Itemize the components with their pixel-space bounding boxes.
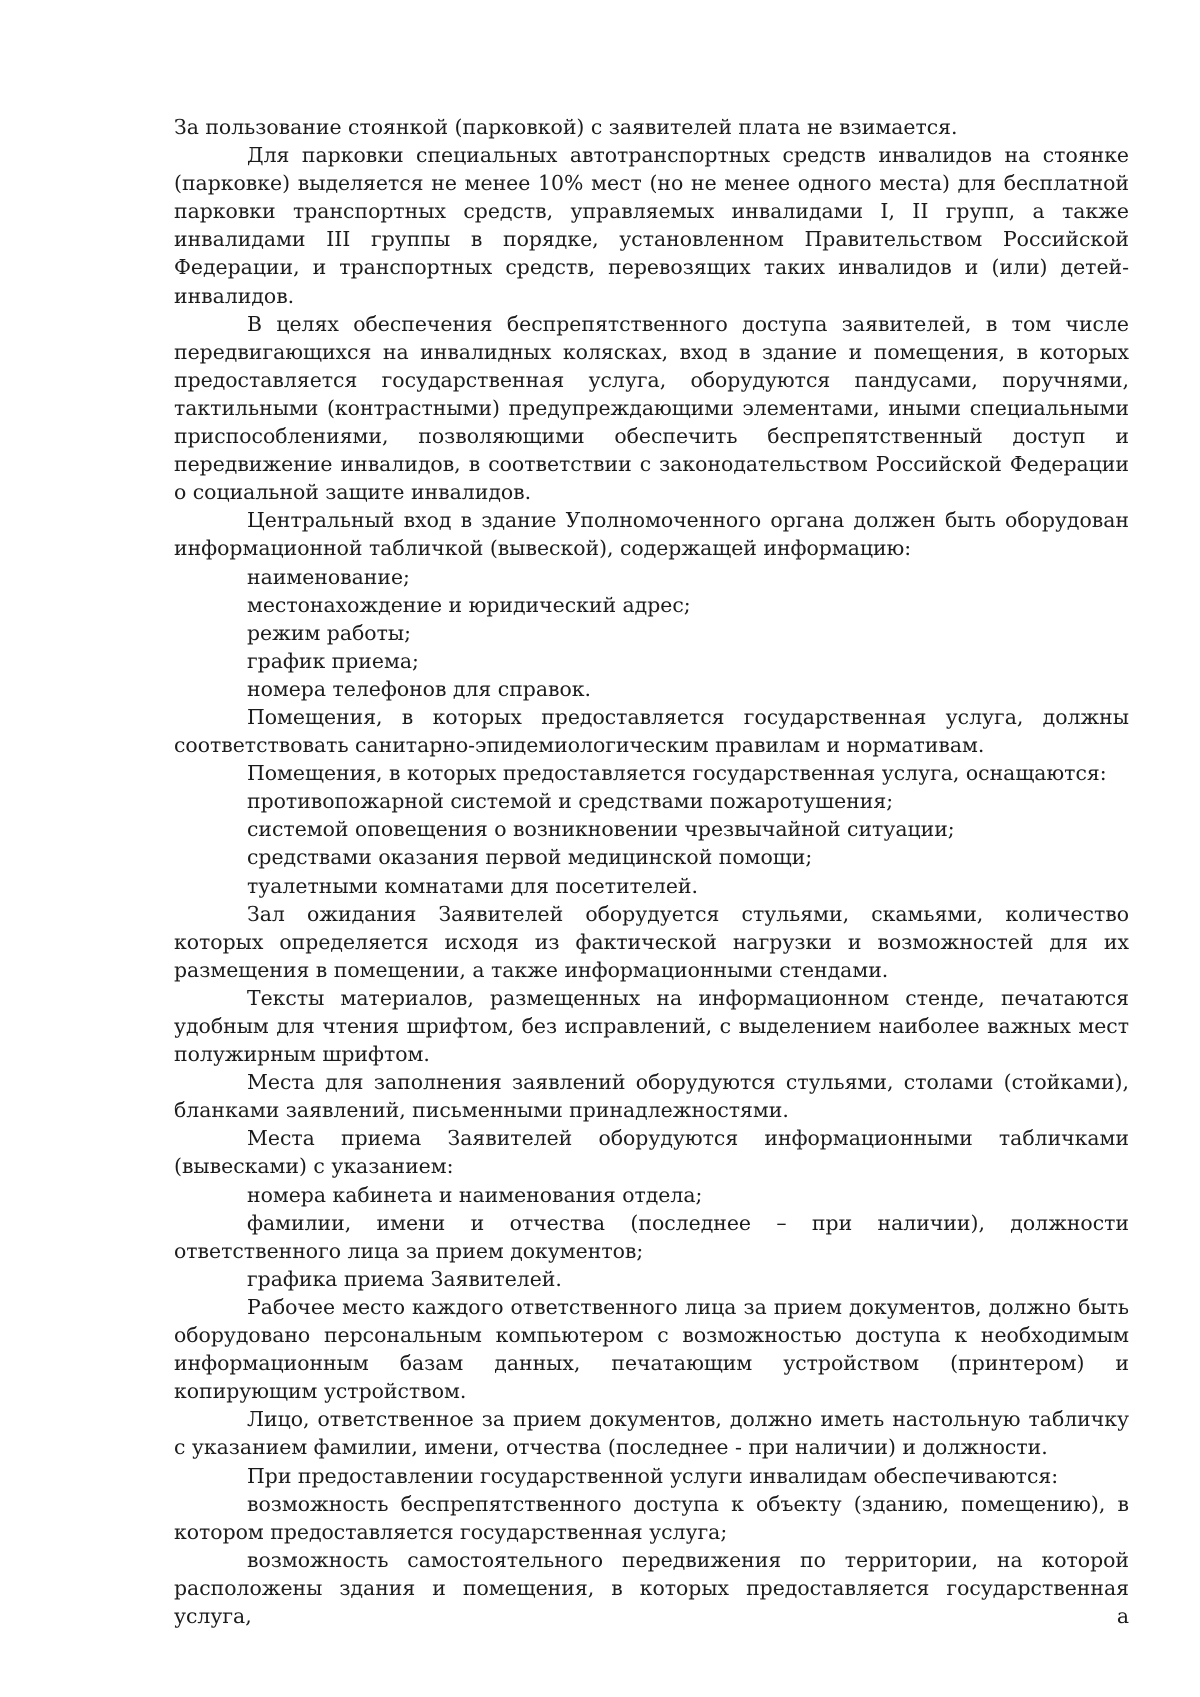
document-paragraph: туалетными комнатами для посетителей.: [247, 873, 699, 898]
document-paragraph: Помещения, в которых предоставляется государственная услуга, должны соответствовать санитарно-эпидемиологическим правилам и нормативам.: [174, 704, 1129, 758]
document-page: [174, 113, 1129, 1630]
document-paragraph: Зал ожидания Заявителей оборудуется стульями, скамьями, количество которых определяется исходя из фактической нагрузки и возможностей для их размещения в помещении, а также информационными стендами.: [174, 901, 1129, 982]
document-paragraph: средствами оказания первой медицинской помощи;: [247, 845, 813, 870]
document-paragraph: В целях обеспечения беспрепятственного доступа заявителей, в том числе передвигающихся на инвалидных колясках, вход в здание и помещения, в которых предоставляется государственная услуга, оборудуются пандусами, поручнями, тактильными (контрастными) предупреждающими элементами, иными специальными приспособлениями, позволяющими обеспечить беспрепятственный доступ и передвижение инвалидов, в соответствии с законодательством Российской Федерации о социальной защите инвалидов.: [174, 311, 1129, 505]
document-paragraph: фамилии, имени и отчества (последнее – при наличии), должности ответственного лица за прием документов;: [174, 1210, 1129, 1263]
document-paragraph: возможность беспрепятственного доступа к объекту (зданию, помещению), в котором предоставляется государственная услуга;: [174, 1491, 1129, 1544]
document-paragraph: Тексты материалов, размещенных на информационном стенде, печатаются удобным для чтения шрифтом, без исправлений, с выделением наиболее важных мест полужирным шрифтом.: [174, 985, 1129, 1067]
document-paragraph: Лицо, ответственное за прием документов, должно иметь настольную табличку с указанием фамилии, имени, отчества (последнее - при наличии) и должности.: [174, 1407, 1129, 1460]
document-paragraph: график приема;: [247, 648, 419, 673]
document-paragraph: При предоставлении государственной услуги инвалидам обеспечиваются:: [247, 1463, 1059, 1488]
document-paragraph: противопожарной системой и средствами пожаротушения;: [247, 789, 894, 814]
document-paragraph: Помещения, в которых предоставляется государственная услуга, оснащаются:: [247, 761, 1107, 786]
document-paragraph: Места для заполнения заявлений оборудуются стульями, столами (стойками), бланками заявлений, письменными принадлежностями.: [174, 1070, 1129, 1123]
document-paragraph: номера кабинета и наименования отдела;: [247, 1182, 703, 1207]
document-paragraph: Места приема Заявителей оборудуются информационными табличками (вывесками) с указанием:: [174, 1126, 1129, 1179]
document-paragraph: номера телефонов для справок.: [247, 676, 591, 701]
document-paragraph: возможность самостоятельного передвижения по территории, на которой расположены здания и помещения, в которых предоставляется государственная услуга, а: [174, 1547, 1129, 1628]
document-paragraph: системой оповещения о возникновении чрезвычайной ситуации;: [247, 817, 955, 842]
document-paragraph: За пользование стоянкой (парковкой) с заявителей плата не взимается.: [174, 115, 958, 139]
document-paragraph: наименование;: [247, 564, 410, 589]
document-paragraph: Центральный вход в здание Уполномоченного органа должен быть оборудован информационной табличкой (вывеской), содержащей информацию:: [174, 508, 1129, 561]
document-paragraph: режим работы;: [247, 620, 411, 645]
document-paragraph: Для парковки специальных автотранспортных средств инвалидов на стоянке (парковке) выделяется не менее 10% мест (но не менее одного места) для бесплатной парковки транспортных средств, управляемых инвалидами I, II групп, а также инвалидами III группы в порядке, установленном Правительством Российской Федерации, и транспортных средств, перевозящих таких инвалидов и (или) детей-инвалидов.: [174, 143, 1129, 308]
document-paragraph: местонахождение и юридический адрес;: [247, 592, 691, 617]
document-paragraph: графика приема Заявителей.: [247, 1266, 562, 1291]
document-paragraph: Рабочее место каждого ответственного лица за прием документов, должно быть оборудовано персональным компьютером с возможностью доступа к необходимым информационным базам данных, печатающим устройством (принтером) и копирующим устройством.: [174, 1294, 1129, 1404]
